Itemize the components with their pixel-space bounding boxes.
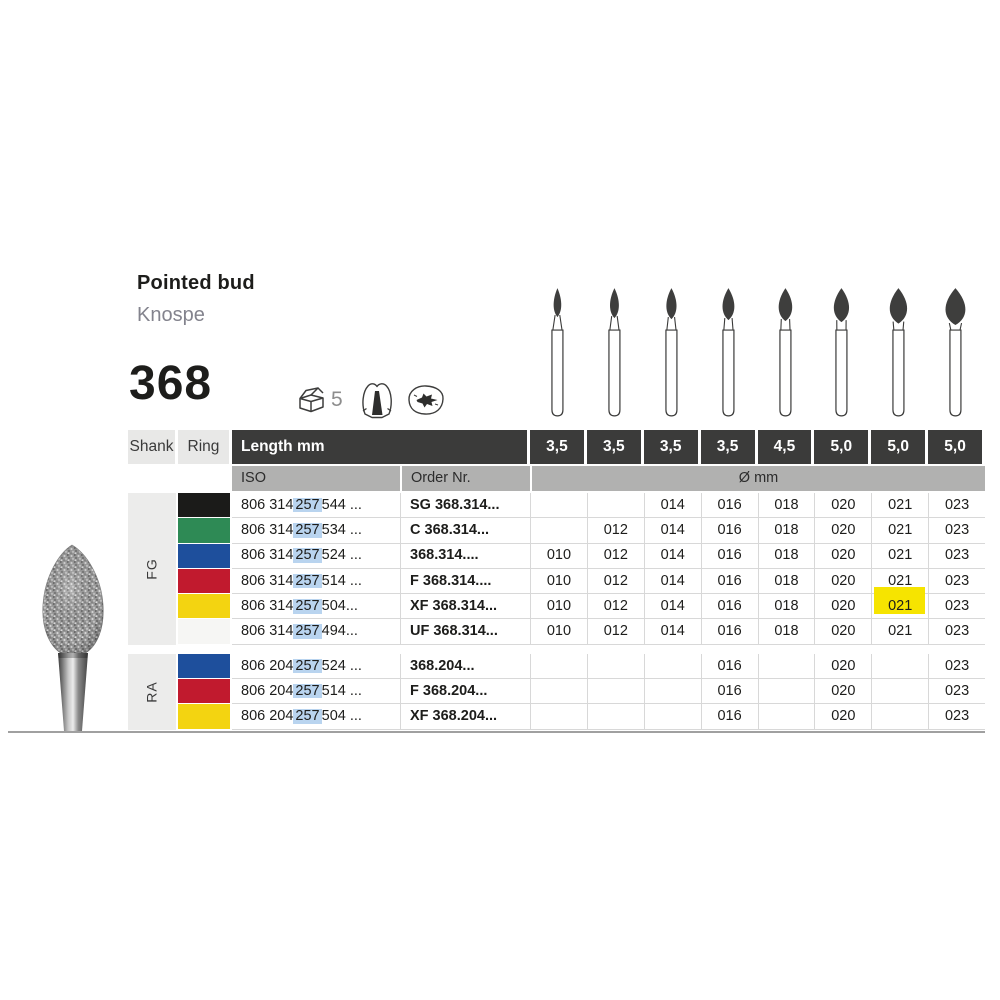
ring-swatch-yellow xyxy=(178,594,232,619)
size-cell: 014 xyxy=(644,518,701,543)
size-cell: 023 xyxy=(928,704,985,729)
iso-highlight: 257 xyxy=(295,657,320,674)
size-cell: 020 xyxy=(814,704,871,729)
size-cell: 010 xyxy=(530,594,587,619)
size-cell: 016 xyxy=(701,594,758,619)
iso-cell: 806 314 257 534 ... xyxy=(232,518,400,543)
bur-illustration xyxy=(757,284,814,421)
size-cell: 012 xyxy=(587,619,644,644)
size-cell: 018 xyxy=(758,569,815,594)
iso-cell: 806 314 257 544 ... xyxy=(232,493,400,518)
spec-table xyxy=(128,430,985,730)
size-cell: 016 xyxy=(701,679,758,704)
size-cell: 023 xyxy=(928,569,985,594)
size-cell xyxy=(871,679,928,704)
subheader-spacer xyxy=(128,466,232,493)
size-cell: 012 xyxy=(587,518,644,543)
length-value-header: 3,5 xyxy=(530,430,587,466)
iso-highlight: 257 xyxy=(295,572,320,589)
size-cell xyxy=(587,493,644,518)
size-cell: 023 xyxy=(928,619,985,644)
order-column-header: Order Nr. xyxy=(400,466,530,493)
bur-size-illustrations xyxy=(529,284,984,421)
size-cell: 020 xyxy=(814,518,871,543)
length-value-header: 3,5 xyxy=(644,430,701,466)
iso-highlight: 257 xyxy=(295,623,320,640)
iso-cell: 806 314 257 504... xyxy=(232,594,400,619)
size-cell: 021 xyxy=(871,619,928,644)
size-cell xyxy=(758,654,815,679)
size-cell: 020 xyxy=(814,493,871,518)
size-cell: 023 xyxy=(928,544,985,569)
length-header: Length mm xyxy=(232,430,530,466)
size-cell: 016 xyxy=(701,654,758,679)
ring-swatch-blue xyxy=(178,544,232,569)
order-cell: F 368.314.... xyxy=(400,569,530,594)
ring-swatch-yellow xyxy=(178,704,232,729)
length-value-header: 3,5 xyxy=(587,430,644,466)
box-icon xyxy=(296,385,326,416)
size-cell: 012 xyxy=(587,569,644,594)
length-value-header: 5,0 xyxy=(871,430,928,466)
figure-number: 368 xyxy=(129,357,213,410)
page-subtitle: Knospe xyxy=(137,304,205,326)
size-cell xyxy=(530,654,587,679)
size-cell: 014 xyxy=(644,493,701,518)
size-cell xyxy=(587,654,644,679)
order-cell: 368.314.... xyxy=(400,544,530,569)
size-cell: 016 xyxy=(701,493,758,518)
size-cell: 023 xyxy=(928,493,985,518)
shank-column-header: Shank xyxy=(128,430,178,466)
size-cell: 010 xyxy=(530,569,587,594)
iso-cell: 806 314 257 524 ... xyxy=(232,544,400,569)
diameter-header: Ø mm xyxy=(530,466,985,493)
ring-column-header: Ring xyxy=(178,430,232,466)
order-cell: XF 368.314... xyxy=(400,594,530,619)
ring-swatch-white xyxy=(178,619,232,644)
size-cell: 016 xyxy=(701,544,758,569)
length-value-header: 5,0 xyxy=(814,430,871,466)
iso-cell: 806 204 257 514 ... xyxy=(232,679,400,704)
ring-swatch-blue xyxy=(178,654,232,679)
size-cell: 020 xyxy=(814,654,871,679)
size-cell xyxy=(644,704,701,729)
size-cell xyxy=(644,654,701,679)
shank-label-ra: RA xyxy=(128,654,178,730)
length-value-header: 3,5 xyxy=(701,430,758,466)
order-cell: UF 368.314... xyxy=(400,619,530,644)
size-cell: 014 xyxy=(644,619,701,644)
size-cell: 020 xyxy=(814,594,871,619)
usage-icon-row xyxy=(296,380,447,420)
size-cell: 010 xyxy=(530,544,587,569)
section-gap xyxy=(128,645,985,654)
size-cell xyxy=(758,704,815,729)
size-cell: 014 xyxy=(644,569,701,594)
size-cell xyxy=(644,679,701,704)
bur-illustration xyxy=(700,284,757,421)
size-cell: 020 xyxy=(814,569,871,594)
bottom-rule xyxy=(8,731,985,733)
crown-tooth-icon xyxy=(359,380,395,420)
length-value-header: 4,5 xyxy=(758,430,815,466)
size-cell: 021 xyxy=(871,518,928,543)
size-cell: 016 xyxy=(701,704,758,729)
order-cell: 368.204... xyxy=(400,654,530,679)
size-cell: 018 xyxy=(758,518,815,543)
size-cell xyxy=(530,518,587,543)
order-cell: C 368.314... xyxy=(400,518,530,543)
size-cell: 020 xyxy=(814,619,871,644)
iso-cell: 806 314 257 514 ... xyxy=(232,569,400,594)
iso-highlight: 257 xyxy=(295,682,320,699)
bur-photo xyxy=(14,540,136,733)
size-cell: 021 xyxy=(871,594,928,619)
size-cell: 010 xyxy=(530,619,587,644)
bur-illustration xyxy=(643,284,700,421)
occlusal-caries-icon xyxy=(405,383,447,417)
bur-illustration xyxy=(870,284,927,421)
bur-illustration xyxy=(927,284,984,421)
size-cell xyxy=(530,493,587,518)
size-cell: 020 xyxy=(814,679,871,704)
order-cell: XF 368.204... xyxy=(400,704,530,729)
size-cell: 018 xyxy=(758,544,815,569)
iso-highlight: 257 xyxy=(295,522,320,539)
size-cell: 018 xyxy=(758,594,815,619)
size-cell xyxy=(871,704,928,729)
size-cell: 023 xyxy=(928,654,985,679)
size-cell: 021 xyxy=(871,544,928,569)
size-cell: 012 xyxy=(587,594,644,619)
bur-illustration xyxy=(586,284,643,421)
size-cell xyxy=(758,679,815,704)
length-value-header: 5,0 xyxy=(928,430,985,466)
size-cell xyxy=(587,679,644,704)
iso-cell: 806 204 257 524 ... xyxy=(232,654,400,679)
shank-label-fg: FG xyxy=(128,493,178,645)
size-cell: 016 xyxy=(701,569,758,594)
size-cell: 021 xyxy=(871,493,928,518)
order-cell: SG 368.314... xyxy=(400,493,530,518)
size-cell xyxy=(530,679,587,704)
size-cell: 016 xyxy=(701,518,758,543)
ring-swatch-green xyxy=(178,518,232,543)
size-cell: 014 xyxy=(644,544,701,569)
ring-swatch-red xyxy=(178,679,232,704)
size-cell: 023 xyxy=(928,679,985,704)
page-title: Pointed bud xyxy=(137,272,255,294)
ring-swatch-black xyxy=(178,493,232,518)
size-cell xyxy=(530,704,587,729)
iso-highlight: 257 xyxy=(295,547,320,564)
iso-column-header: ISO xyxy=(232,466,400,493)
size-cell: 023 xyxy=(928,518,985,543)
iso-highlight: 257 xyxy=(295,708,320,725)
size-cell xyxy=(587,704,644,729)
size-cell: 021 xyxy=(871,569,928,594)
iso-cell: 806 314 257 494... xyxy=(232,619,400,644)
size-cell: 020 xyxy=(814,544,871,569)
size-cell: 012 xyxy=(587,544,644,569)
pack-quantity: 5 xyxy=(331,388,343,411)
size-cell: 016 xyxy=(701,619,758,644)
bur-illustration xyxy=(813,284,870,421)
size-cell xyxy=(871,654,928,679)
size-cell: 018 xyxy=(758,493,815,518)
order-cell: F 368.204... xyxy=(400,679,530,704)
bur-illustration xyxy=(529,284,586,421)
iso-highlight: 257 xyxy=(295,598,320,615)
size-cell: 014 xyxy=(644,594,701,619)
size-cell: 023 xyxy=(928,594,985,619)
iso-highlight: 257 xyxy=(295,496,320,513)
size-cell: 018 xyxy=(758,619,815,644)
iso-cell: 806 204 257 504 ... xyxy=(232,704,400,729)
ring-swatch-red xyxy=(178,569,232,594)
